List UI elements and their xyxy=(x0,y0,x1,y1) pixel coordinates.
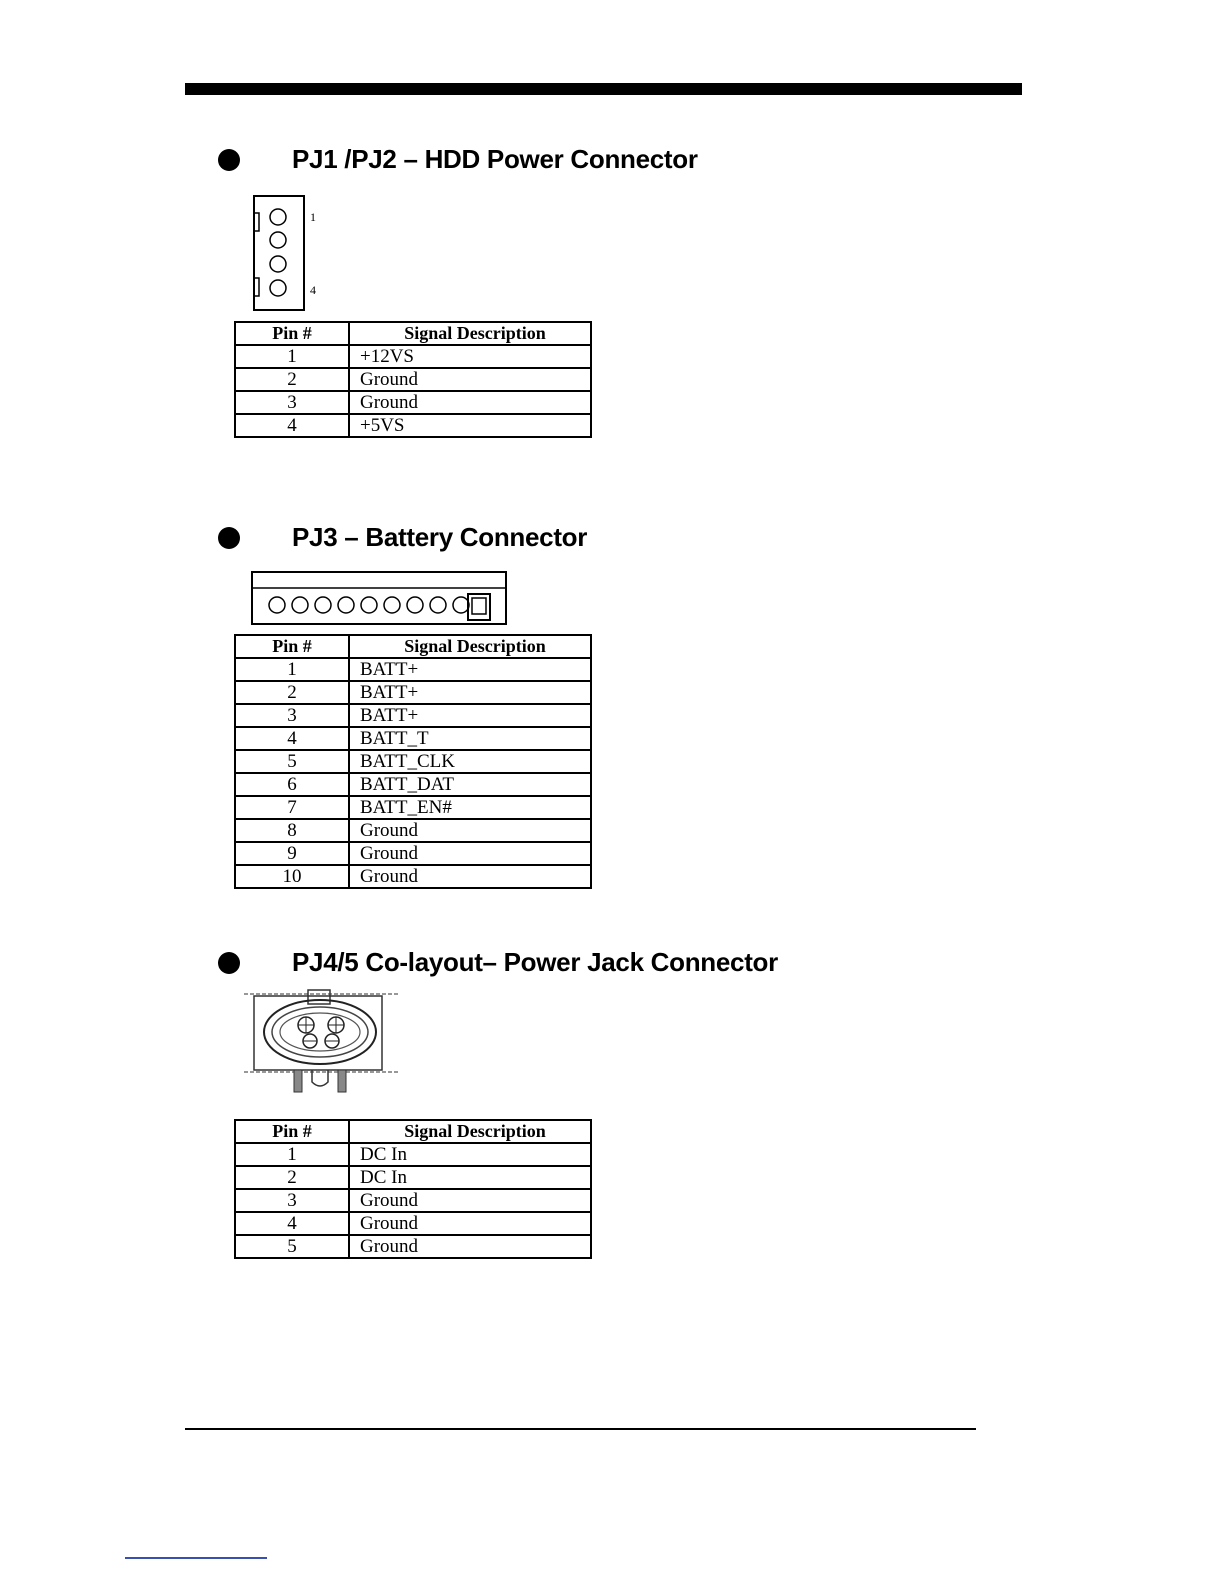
table-header-row xyxy=(235,322,591,345)
pin-cell: 5 xyxy=(235,750,349,773)
pin-cell: 6 xyxy=(235,773,349,796)
pin-label-last: 4 xyxy=(310,283,316,297)
battery-connector-diagram xyxy=(250,570,510,626)
table-row xyxy=(235,819,591,842)
table-row xyxy=(235,658,591,681)
pin-cell: 4 xyxy=(235,1212,349,1235)
power-jack-pin-table xyxy=(234,1119,592,1259)
table-row xyxy=(235,414,591,437)
signal-cell: DC In xyxy=(349,1166,591,1189)
pin-header: Pin # xyxy=(235,635,349,658)
signal-cell: Ground xyxy=(349,865,591,888)
signal-cell: Ground xyxy=(349,819,591,842)
table-header-row xyxy=(235,635,591,658)
table-row xyxy=(235,704,591,727)
signal-cell: BATT+ xyxy=(349,658,591,681)
bullet-icon xyxy=(218,952,240,974)
pin-cell: 7 xyxy=(235,796,349,819)
battery-pin-table xyxy=(234,634,592,889)
signal-cell: +5VS xyxy=(349,414,591,437)
bullet-icon xyxy=(218,527,240,549)
table-row xyxy=(235,796,591,819)
bullet-icon xyxy=(218,149,240,171)
signal-header: Signal Description xyxy=(349,1120,591,1143)
pin-cell: 3 xyxy=(235,391,349,414)
signal-cell: Ground xyxy=(349,368,591,391)
pin-cell: 4 xyxy=(235,727,349,750)
table-row xyxy=(235,865,591,888)
table-row xyxy=(235,1189,591,1212)
section-title-power-jack xyxy=(218,947,778,978)
table-row xyxy=(235,1235,591,1258)
pin-cell: 4 xyxy=(235,414,349,437)
signal-cell: BATT_DAT xyxy=(349,773,591,796)
signal-cell: Ground xyxy=(349,391,591,414)
pin-cell: 2 xyxy=(235,681,349,704)
bottom-rule xyxy=(185,1428,976,1430)
table-row xyxy=(235,1143,591,1166)
pin-cell: 1 xyxy=(235,658,349,681)
pin-label-first: 1 xyxy=(310,210,316,224)
signal-cell: Ground xyxy=(349,1189,591,1212)
signal-header: Signal Description xyxy=(349,322,591,345)
pin-cell: 2 xyxy=(235,368,349,391)
table-row xyxy=(235,727,591,750)
hdd-power-pin-table xyxy=(234,321,592,438)
table-row xyxy=(235,773,591,796)
signal-cell: BATT_T xyxy=(349,727,591,750)
hdd-power-connector-diagram xyxy=(248,193,328,313)
signal-header: Signal Description xyxy=(349,635,591,658)
signal-cell: BATT_EN# xyxy=(349,796,591,819)
pin-cell: 3 xyxy=(235,1189,349,1212)
section-title-battery xyxy=(218,522,587,553)
section-title-text: PJ4/5 Co-layout– Power Jack Connector xyxy=(292,947,778,977)
signal-cell: Ground xyxy=(349,1212,591,1235)
table-row xyxy=(235,1166,591,1189)
table-row xyxy=(235,681,591,704)
power-jack-connector-diagram xyxy=(242,988,402,1096)
pin-header: Pin # xyxy=(235,1120,349,1143)
pin-header: Pin # xyxy=(235,322,349,345)
section-title-text: PJ1 /PJ2 – HDD Power Connector xyxy=(292,144,698,174)
table-row xyxy=(235,345,591,368)
section-title-hdd-power xyxy=(218,144,698,175)
table-row xyxy=(235,368,591,391)
pin-cell: 9 xyxy=(235,842,349,865)
footer-link-underline[interactable] xyxy=(125,1557,267,1559)
signal-cell: DC In xyxy=(349,1143,591,1166)
signal-cell: BATT+ xyxy=(349,704,591,727)
pin-cell: 5 xyxy=(235,1235,349,1258)
signal-cell: +12VS xyxy=(349,345,591,368)
signal-cell: BATT_CLK xyxy=(349,750,591,773)
table-row xyxy=(235,750,591,773)
pin-cell: 1 xyxy=(235,345,349,368)
signal-cell: Ground xyxy=(349,842,591,865)
table-header-row xyxy=(235,1120,591,1143)
signal-cell: BATT+ xyxy=(349,681,591,704)
table-row xyxy=(235,391,591,414)
signal-cell: Ground xyxy=(349,1235,591,1258)
pin-cell: 3 xyxy=(235,704,349,727)
top-rule xyxy=(185,83,1022,95)
pin-cell: 2 xyxy=(235,1166,349,1189)
section-title-text: PJ3 – Battery Connector xyxy=(292,522,588,552)
pin-cell: 1 xyxy=(235,1143,349,1166)
pin-cell: 8 xyxy=(235,819,349,842)
pin-cell: 10 xyxy=(235,865,349,888)
table-row xyxy=(235,842,591,865)
table-row xyxy=(235,1212,591,1235)
